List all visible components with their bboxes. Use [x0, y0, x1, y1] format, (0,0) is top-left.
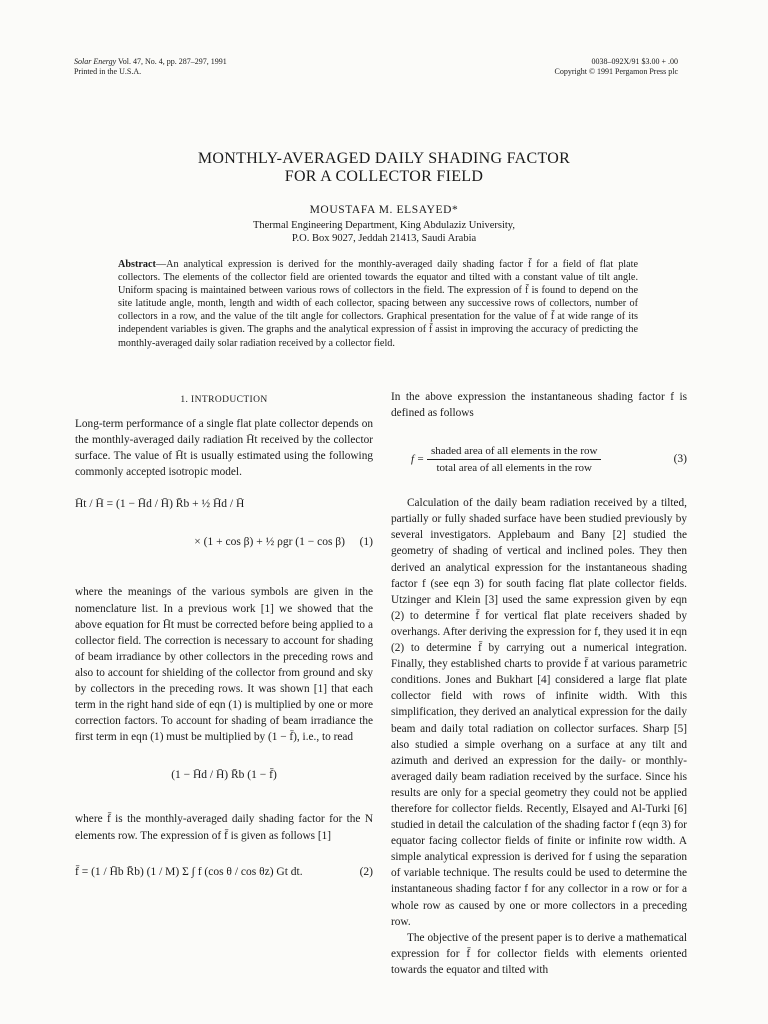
equation-3-lhs: f = — [411, 453, 425, 466]
journal-name: Solar Energy — [74, 57, 117, 66]
equation-1-line-1: H̄t / H̄ = (1 − H̄d / H̄) R̄b + ½ H̄d / H̄ — [75, 498, 245, 511]
section-heading: 1. INTRODUCTION — [180, 395, 268, 405]
intro-paragraph-3: where f̄ is the monthly-averaged daily shading factor for the N elements row. The expression of f̄ is given as follows [1] — [75, 813, 373, 842]
copyright-line: Copyright © 1991 Pergamon Press plc — [554, 67, 678, 76]
equation-correction — [75, 745, 373, 803]
left-column — [75, 392, 373, 892]
equation-1-line-2: × (1 + cos β) + ½ ρgr (1 − cos β) — [194, 536, 345, 549]
journal-header — [74, 57, 227, 77]
equation-3-numerator: shaded area of all elements in the row — [427, 443, 601, 460]
intro-paragraph-2: where the meanings of the various symbols are given in the nomenclature list. In a previous work [1] we showed that the above equation for H̄t must be corrected before being applied to a collector field. The correction is necessary to account for shading of beam irradiance by other collectors in the preceding rows and also to account for shielding of the collector from ground and sky by collectors in the preceding rows. It was shown [1] that each term in the right hand side of eqn (1) is multiplied by one or more correction factors. To account for shading of beam irradiance the first term in eqn (1) must be multiplied by (1 − f̄), i.e., to read — [75, 586, 373, 744]
right-paragraph-3: The objective of the present paper is to derive a mathematical expression for f̄ for collector fields with elements oriented towards the equator and tilted with — [391, 931, 687, 976]
author-affiliation — [60, 220, 708, 245]
right-paragraph-1: In the above expression the instantaneous shading factor f is defined as follows — [391, 391, 687, 420]
title-line-2: FOR A COLLECTOR FIELD — [284, 168, 484, 185]
journal-citation: Vol. 47, No. 4, pp. 287–297, 1991 — [116, 57, 227, 66]
intro-paragraph-1: Long-term performance of a single flat plate collector depends on the monthly-averaged daily radiation H̄t received by the collector surface. The value of H̄t is usually estimated using the following commonly accepted isotropic model. — [75, 418, 373, 479]
copyright-header — [555, 57, 678, 77]
right-paragraph-2: Calculation of the daily beam radiation received by a tilted, partially or fully shaded surface have been studied previously by several investigators. Applebaum and Bany [2] studied the geometry of shading of vertical and inclined poles. They then derived an analytical expression for the instantaneous shading factor f (see eqn 3) for south facing flat plate collector fields. Utzinger and Klein [3] used the same expression given by eqn (2) to determine f̄ for vertical flat plate receivers shaded by overhangs. After deriving the expression for f, they used it in eqn (2) to determine f̄ by carrying out a numerical integration. Finally, they established charts to provide f̄ at various parametric conditions. Jones and Bukhart [4] considered a large flat plate collector field with rows of infinite width. With this simplification, they derived an analytical expression for the daily beam and daily total radiation on collector surfaces. Sharp [5] also studied a simple overhang on a surface at any tilt and azimuth and derived an expression for the daily- or monthly-averaged daily beam radiation received by the surface. Since his results are only for a special geometry they could not be applied therefore for collector fields. Recently, Elsayed and Al-Turki [6] studied in detail the calculation of the shading factor f (eqn 3) for equator facing collector fields of finite or infinite row width. A simple analytical expression is derived for f using the separation of variable technique. The results could be used to determine the instantaneous shading factor f for any collector in a row or for a whole row as caused by one or more collectors in a preceding row. — [391, 497, 687, 928]
equation-3 — [391, 425, 687, 487]
equation-3-number: (3) — [673, 453, 687, 466]
right-column — [391, 389, 687, 978]
equation-3-denominator: total area of all elements in the row — [436, 462, 592, 475]
paper-title — [60, 150, 708, 186]
abstract-text: —An analytical expression is derived for the monthly-averaged daily shading factor f̄ for a field of flat plate collectors. The elements of the collector field are oriented towards the equator and tilted with a constant value of tilt angle. Uniform spacing is maintained between various rows of collectors in the field. The expression of f̄ is found to depend on the site latitude angle, month, length and width of each collector, spacing between any successive rows of collectors, number of collectors in a row, and the value of the tilt angle for collectors. Graphical presentation for the value of f̄ at wide range of its independent variables is given. The graphs and the analytical expression of f̄ assist in improving the accuracy of predicting the monthly-averaged daily solar radiation received by a collector field. — [118, 259, 638, 349]
affiliation-address: P.O. Box 9027, Jeddah 21413, Saudi Arabia — [291, 232, 477, 244]
title-line-1: MONTHLY-AVERAGED DAILY SHADING FACTOR — [197, 150, 571, 167]
equation-2 — [75, 844, 373, 892]
printed-note: Printed in the U.S.A. — [74, 67, 142, 76]
equation-correction-text: (1 − H̄d / H̄) R̄b (1 − f̄) — [171, 769, 277, 782]
issn-code: 0038–092X/91 $3.00 + .00 — [591, 57, 678, 66]
equation-1 — [75, 494, 373, 564]
equation-2-text: f̄ = (1 / H̄b R̄b) (1 / M) Σ ∫ f (cos θ / cos θz) Gt dt. — [75, 865, 303, 878]
author-name: MOUSTAFA M. ELSAYED* — [309, 204, 459, 216]
equation-3-fraction — [427, 443, 601, 476]
equation-2-number: (2) — [359, 865, 373, 878]
affiliation-dept: Thermal Engineering Department, King Abdulaziz University, — [252, 220, 516, 231]
equation-1-number: (1) — [359, 536, 373, 549]
abstract-label: Abstract — [118, 259, 156, 270]
abstract — [118, 258, 638, 350]
